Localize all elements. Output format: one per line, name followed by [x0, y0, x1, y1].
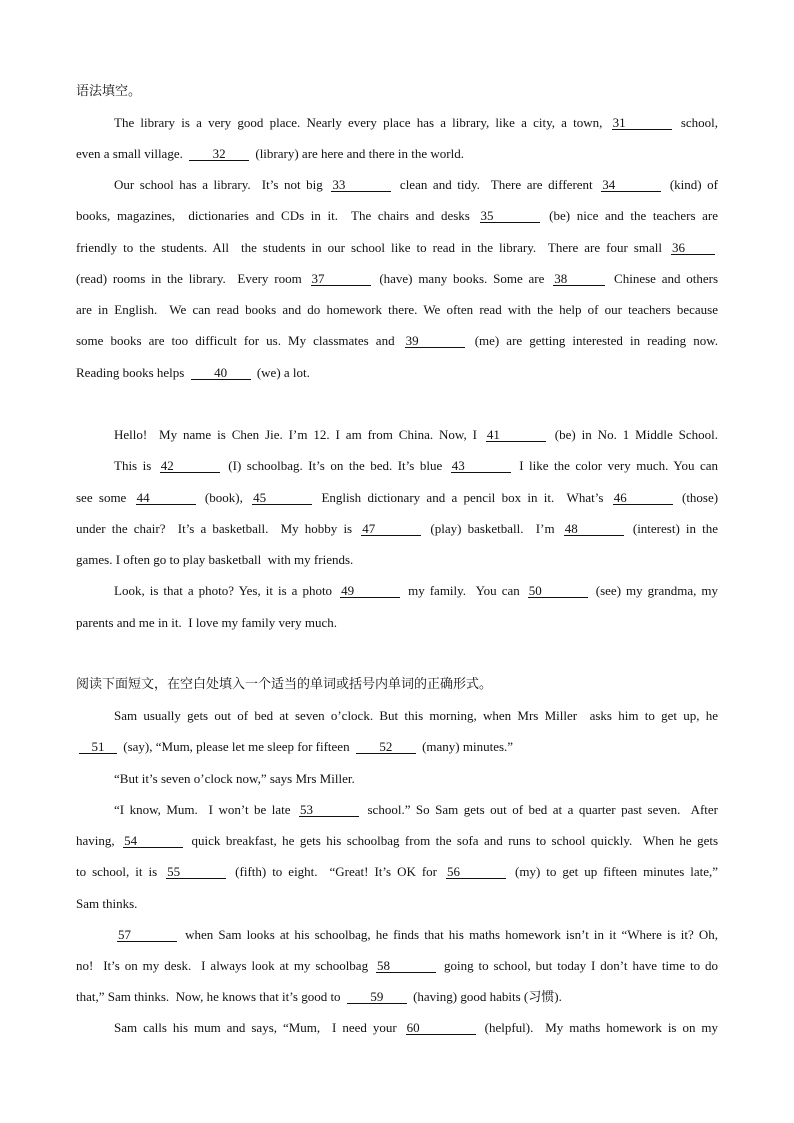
answer-blank-35[interactable]: 35	[480, 209, 540, 223]
passage-text: friendly to the students. All the students in our school like to read in the library. There are four small	[76, 240, 662, 255]
passage-text: (see) my grandma, my	[595, 583, 719, 598]
answer-blank-42[interactable]: 42	[160, 459, 220, 473]
passage-text: under the chair? It’s a basketball. My hobby is	[76, 521, 353, 536]
passage-line	[76, 146, 718, 162]
passage-text: games. I often go to play basketball with my friends.	[76, 552, 354, 567]
passage-text: Hello! My name is Chen Jie. I’m 12. I am from China. Now, I	[114, 427, 477, 442]
passage-text: going to school, but today I don’t have time to do	[443, 958, 719, 973]
passage-line	[114, 115, 718, 131]
passage-text: (say), “Mum, please let me sleep for fifteen	[123, 739, 350, 754]
passage-text: (we) a lot.	[256, 365, 310, 380]
passage-text: Chinese and others	[614, 271, 719, 286]
passage-text: “I know, Mum. I won’t be late	[114, 802, 291, 817]
passage-line	[76, 989, 718, 1005]
answer-blank-44[interactable]: 44	[136, 491, 196, 505]
answer-blank-47[interactable]: 47	[361, 522, 421, 536]
passage-text: see some	[76, 490, 127, 505]
passage-line	[114, 1020, 718, 1036]
answer-blank-33[interactable]: 33	[331, 178, 391, 192]
passage-text: This is	[114, 458, 152, 473]
passage-text: (fifth) to eight. “Great! It’s OK for	[235, 864, 437, 879]
passage-text: having,	[76, 833, 115, 848]
passage-line	[76, 958, 718, 974]
passage-line	[76, 615, 718, 631]
passage-text: school,	[680, 115, 719, 130]
passage-line	[114, 177, 718, 193]
passage-text: (kind) of	[669, 177, 719, 192]
passage-text: some books are too difficult for us. My classmates and	[76, 333, 395, 348]
answer-blank-31[interactable]: 31	[612, 116, 672, 130]
passage-text: (me) are getting interested in reading now.	[474, 333, 719, 348]
passage-text: Sam thinks.	[76, 896, 138, 911]
answer-blank-34[interactable]: 34	[601, 178, 661, 192]
passage-text: are in English. We can read books and do homework there. We often read with the help of our teachers because	[76, 302, 718, 317]
answer-blank-54[interactable]: 54	[123, 834, 183, 848]
answer-blank-36[interactable]: 36	[671, 241, 715, 255]
answer-blank-59[interactable]: 59	[347, 990, 407, 1004]
answer-blank-38[interactable]: 38	[553, 272, 605, 286]
passage-text: (helpful). My maths homework is on my	[484, 1020, 719, 1035]
passage-text: The library is a very good place. Nearly every place has a library, like a city, a town,	[114, 115, 603, 130]
answer-blank-53[interactable]: 53	[299, 803, 359, 817]
passage-line	[76, 833, 718, 849]
passage-text: Our school has a library. It’s not big	[114, 177, 323, 192]
passage-line	[114, 708, 718, 724]
answer-blank-41[interactable]: 41	[486, 428, 546, 442]
passage-text: to school, it is	[76, 864, 158, 879]
passage-line	[76, 365, 718, 381]
passage-line	[76, 240, 718, 256]
passage-line	[114, 458, 718, 474]
passage-text: (be) in No. 1 Middle School.	[554, 427, 718, 442]
passage-text: (I) schoolbag. It’s on the bed. It’s blue	[228, 458, 443, 473]
passage-line	[76, 333, 718, 349]
answer-blank-32[interactable]: 32	[189, 147, 249, 161]
section-heading-reading-fill: 阅读下面短文，在空白处填入一个适当的单词或括号内单词的正确形式。	[76, 677, 493, 692]
passage-line	[76, 208, 718, 224]
passage-text: Sam calls his mum and says, “Mum, I need your	[114, 1020, 397, 1035]
passage-text: (having) good habits (习惯).	[413, 989, 562, 1004]
answer-blank-51[interactable]: 51	[79, 740, 117, 754]
passage-text: Sam usually gets out of bed at seven o’clock. But this morning, when Mrs Miller asks him to get up, he	[114, 708, 718, 723]
passage-text: (be) nice and the teachers are	[549, 208, 719, 223]
passage-text: my family. You can	[408, 583, 520, 598]
answer-blank-50[interactable]: 50	[528, 584, 588, 598]
answer-blank-39[interactable]: 39	[405, 334, 465, 348]
answer-blank-56[interactable]: 56	[446, 865, 506, 879]
answer-blank-58[interactable]: 58	[376, 959, 436, 973]
passage-line	[76, 521, 718, 537]
passage-text: even a small village.	[76, 146, 183, 161]
passage-text: Look, is that a photo? Yes, it is a photo	[114, 583, 333, 598]
passage-line	[114, 583, 718, 599]
passage-text: “But it’s seven o’clock now,” says Mrs Miller.	[114, 771, 355, 786]
passage-text: parents and me in it. I love my family very much.	[76, 615, 338, 630]
passage-line	[76, 896, 718, 912]
passage-text: (my) to get up fifteen minutes late,”	[515, 864, 719, 879]
passage-text: (have) many books. Some are	[379, 271, 545, 286]
answer-blank-46[interactable]: 46	[613, 491, 673, 505]
passage-line	[76, 864, 718, 880]
passage-line	[114, 927, 718, 943]
passage-text: English dictionary and a pencil box in it. What’s	[321, 490, 604, 505]
passage-text: (play) basketball. I’m	[430, 521, 555, 536]
passage-line	[76, 271, 718, 287]
answer-blank-52[interactable]: 52	[356, 740, 416, 754]
passage-line	[76, 302, 718, 318]
passage-text: (read) rooms in the library. Every room	[76, 271, 302, 286]
passage-text: no! It’s on my desk. I always look at my schoolbag	[76, 958, 369, 973]
passage-text: (library) are here and there in the world.	[255, 146, 464, 161]
answer-blank-49[interactable]: 49	[340, 584, 400, 598]
passage-line	[114, 802, 718, 818]
passage-text: (interest) in the	[632, 521, 719, 536]
passage-text: clean and tidy. There are different	[399, 177, 593, 192]
passage-line	[114, 427, 718, 443]
answer-blank-55[interactable]: 55	[166, 865, 226, 879]
answer-blank-45[interactable]: 45	[252, 491, 312, 505]
passage-text: (book),	[204, 490, 243, 505]
answer-blank-60[interactable]: 60	[406, 1021, 476, 1035]
passage-line	[76, 739, 718, 755]
passage-text: books, magazines, dictionaries and CDs in it. The chairs and desks	[76, 208, 470, 223]
passage-text: that,” Sam thinks. Now, he knows that it’s good to	[76, 989, 341, 1004]
passage-text: (those)	[681, 490, 719, 505]
passage-line	[76, 490, 718, 506]
passage-text: (many) minutes.”	[422, 739, 514, 754]
answer-blank-57[interactable]: 57	[117, 928, 177, 942]
passage-text: Reading books helps	[76, 365, 185, 380]
answer-blank-37[interactable]: 37	[311, 272, 371, 286]
passage-line	[114, 771, 718, 787]
passage-text: school.” So Sam gets out of bed at a quarter past seven. After	[367, 802, 719, 817]
passage-text: quick breakfast, he gets his schoolbag from the sofa and runs to school quickly. When he gets	[191, 833, 719, 848]
section-heading-grammar-fill: 语法填空。	[76, 84, 142, 99]
answer-blank-40[interactable]: 40	[191, 366, 251, 380]
answer-blank-48[interactable]: 48	[564, 522, 624, 536]
passage-text: I like the color very much. You can	[519, 458, 718, 473]
passage-line	[76, 552, 718, 568]
passage-text: when Sam looks at his schoolbag, he finds that his maths homework isn’t in it “Where is it? Oh,	[185, 927, 718, 942]
answer-blank-43[interactable]: 43	[451, 459, 511, 473]
